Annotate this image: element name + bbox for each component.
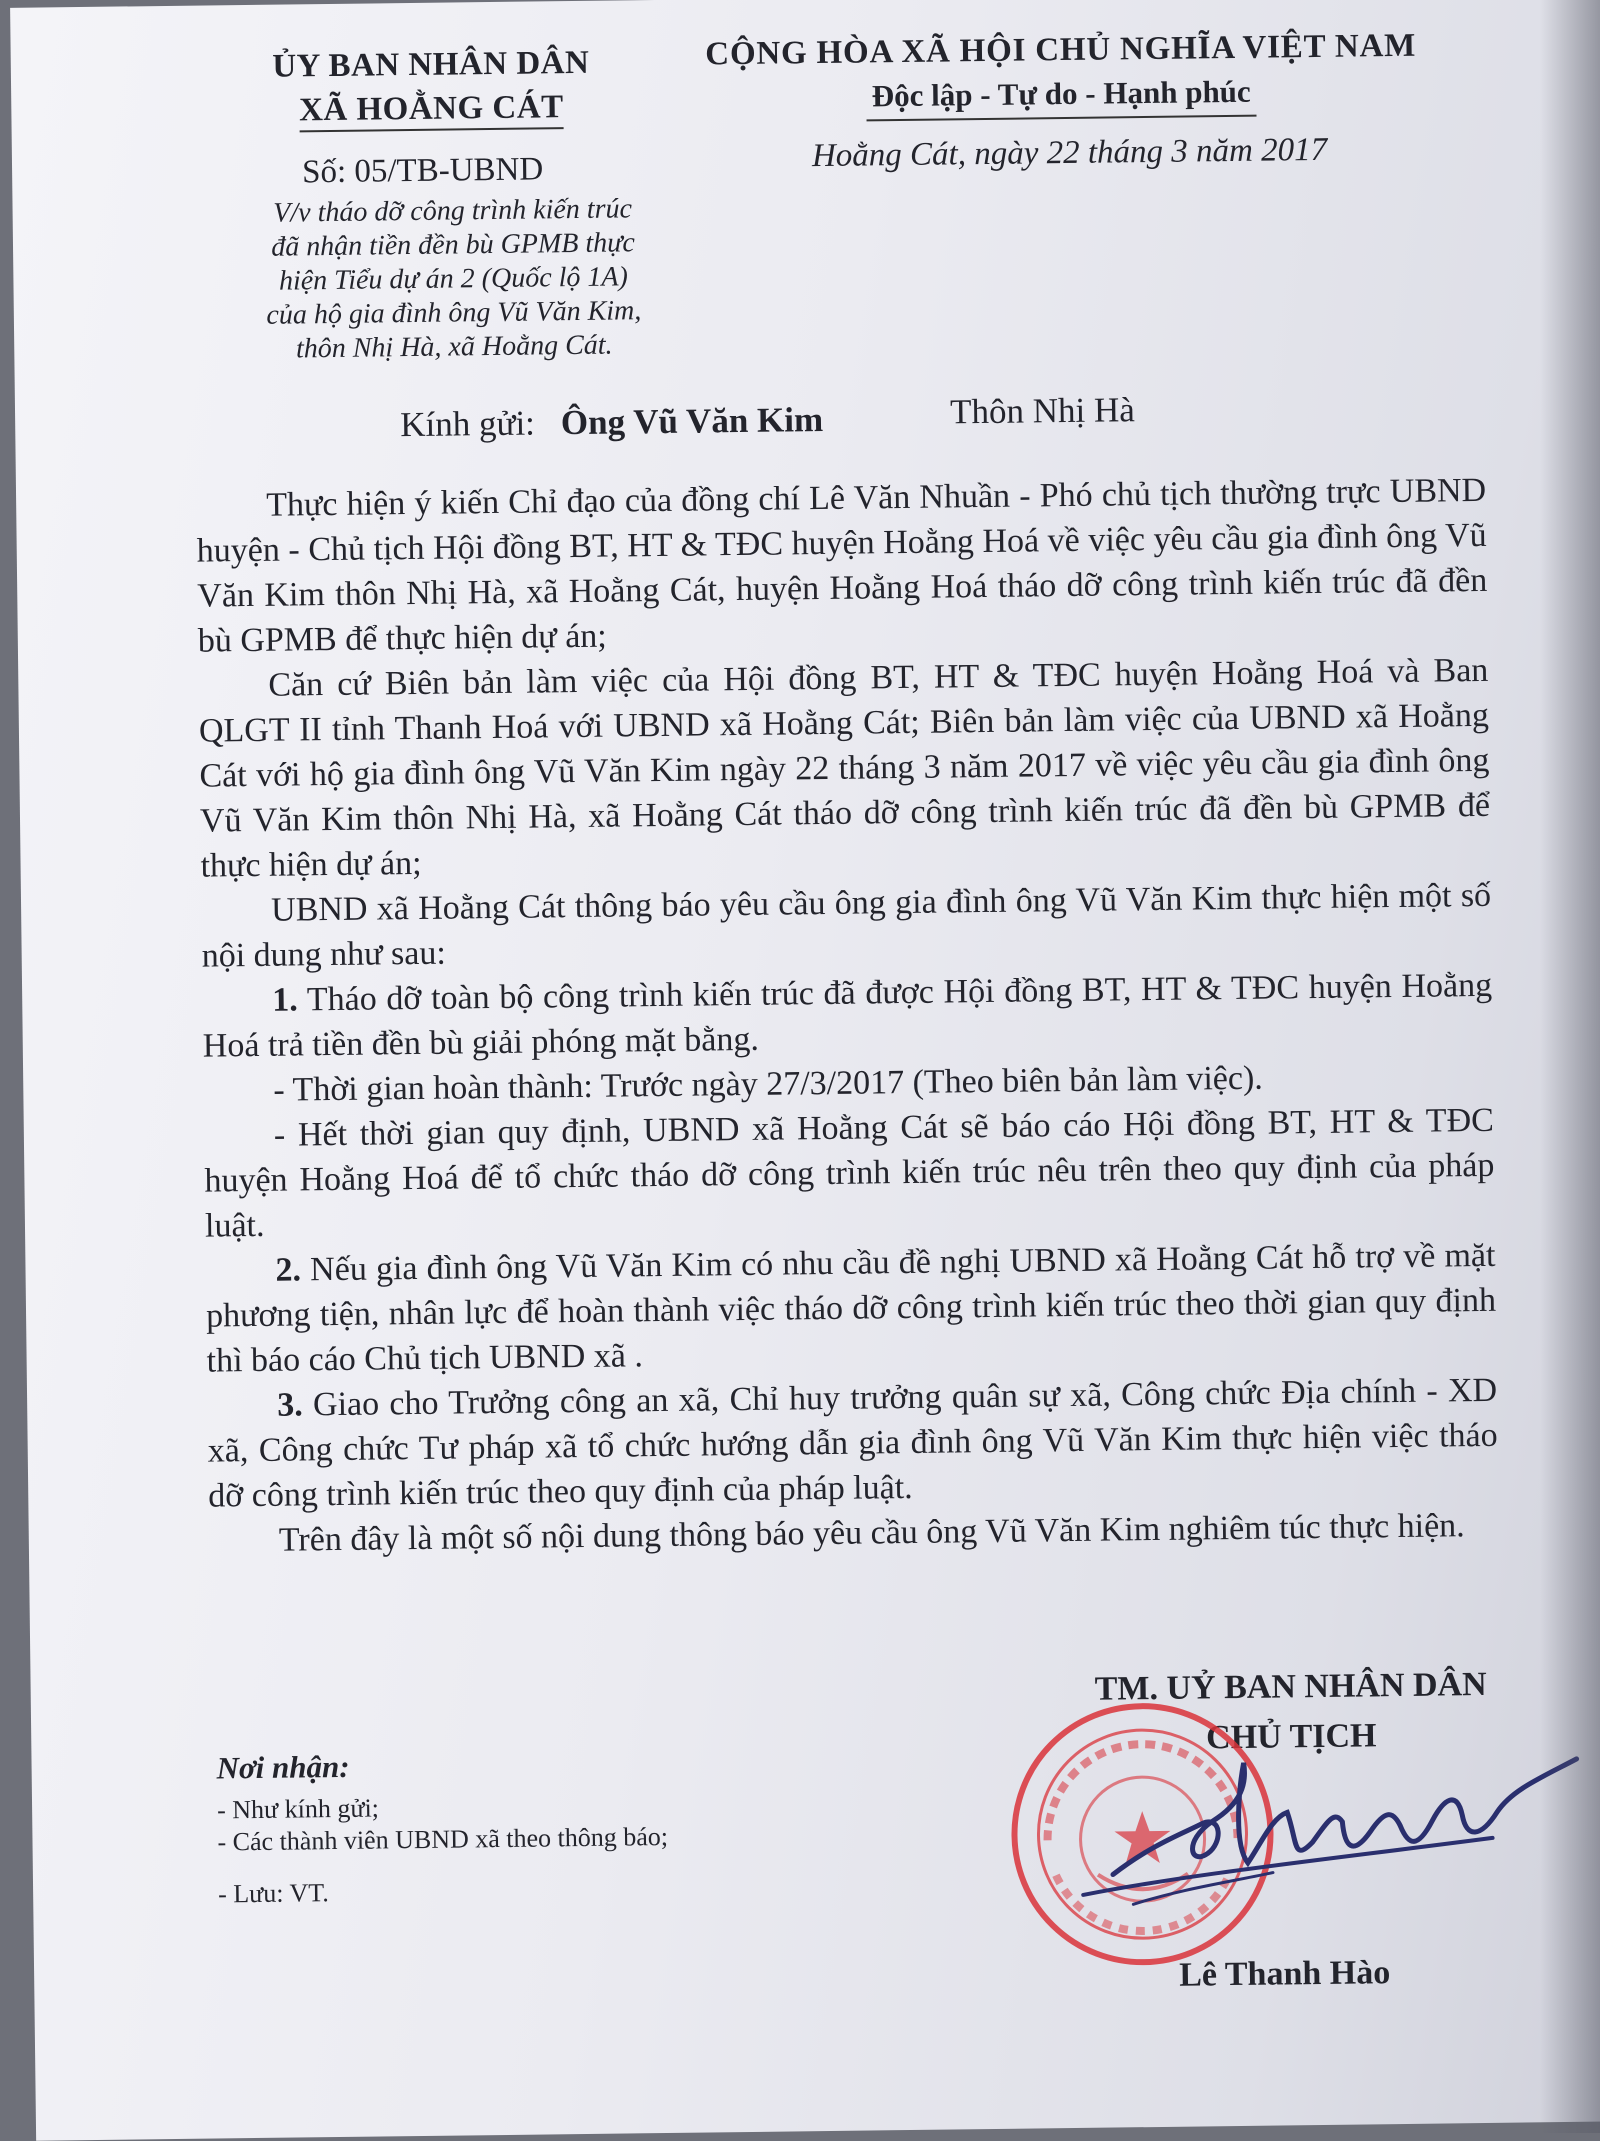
item-text: Nếu gia đình ông Vũ Văn Kim có nhu cầu đề nghị UBND xã Hoằng Cát hỗ trợ về mặt phương tiện, nhân lực để hoàn thành việc tháo dỡ công trình kiến trúc theo thời gian quy định thì báo cáo Chủ tịch UBND xã .	[205, 1236, 1497, 1380]
item-text: Tháo dỡ toàn bộ công trình kiến trúc đã được Hội đồng BT, HT & TĐC huyện Hoằng Hoá trả tiền đền bù giải phóng mặt bằng.	[202, 966, 1493, 1065]
item-1	[202, 963, 1493, 1069]
national-header	[690, 23, 1431, 124]
recipient-address: Thôn Nhị Hà	[949, 390, 1136, 432]
recipient-label: Kính gửi:	[399, 403, 536, 445]
recipients-label: Nơi nhận:	[216, 1748, 350, 1786]
item-number: 3.	[276, 1386, 303, 1424]
document-body	[196, 468, 1499, 1564]
motto: Độc lập - Tự do - Hạnh phúc	[866, 71, 1257, 122]
paragraph-notice: UBND xã Hoằng Cát thông báo yêu cầu ông gia đình ông Vũ Văn Kim thực hiện một số nội dung như sau:	[201, 876, 1492, 975]
signature-line-1: TM. UỶ BAN NHÂN DÂN	[1094, 1665, 1487, 1708]
paragraph-directive: Thực hiện ý kiến Chỉ đạo của đồng chí Lê Văn Nhuần - Phó chủ tịch thường trực UBND huyện - Chủ tịch Hội đồng BT, HT & TĐC huyện Hoằng Hoá về việc yêu cầu gia đình ông Vũ Văn Kim thôn Nhị Hà, xã Hoằng Cát, huyện Hoằng Hoá tháo dỡ công trình kiến trúc đã đền bù GPMB để thực hiện dự án;	[196, 471, 1488, 660]
signer-name: Lê Thanh Hào	[1178, 1954, 1391, 1994]
recipient-line	[400, 400, 823, 445]
item-text: Giao cho Trưởng công an xã, Chỉ huy trưởng quân sự xã, Công chức Địa chính - XD xã, Công chức Tư pháp xã tổ chức hướng dẫn gia đình ông Vũ Văn Kim thực hiện việc tháo dỡ công trình kiến trúc theo quy định của pháp luật.	[207, 1371, 1498, 1515]
item-1-deadline: - Thời gian hoàn thành: Trước ngày 27/3/2017 (Theo biên bản làm việc).	[273, 1059, 1264, 1109]
subject-line: hiện Tiểu dự án 2 (Quốc lộ 1A)	[278, 261, 629, 297]
agency-line-1: ỦY BAN NHÂN DÂN	[272, 44, 590, 85]
country-name: CỘNG HÒA XÃ HỘI CHỦ NGHĨA VIỆT NAM	[705, 27, 1417, 73]
document-number: Số: 05/TB-UBND	[301, 151, 544, 191]
subject-line: V/v tháo dỡ công trình kiến trúc	[273, 193, 633, 229]
signature-line-2: CHỦ TỊCH	[1205, 1717, 1377, 1757]
item-1-enforcement: - Hết thời gian quy định, UBND xã Hoằng Cát sẽ báo cáo Hội đồng BT, HT & TĐC huyện Hoằng Hoá để tổ chức tháo dỡ công trình kiến trúc nêu trên theo quy định của pháp luật.	[204, 1101, 1495, 1245]
item-3	[207, 1368, 1499, 1519]
paragraph-closing: Trên đây là một số nội dung thông báo yêu cầu ông Vũ Văn Kim nghiêm túc thực hiện.	[278, 1507, 1465, 1559]
document-subject	[192, 191, 714, 367]
recipients-item: - Các thành viên UBND xã theo thông báo;	[217, 1821, 669, 1857]
paragraph-basis: Căn cứ Biên bản làm việc của Hội đồng BT, HT & TĐC huyện Hoằng Hoá và Ban QLGT II tỉnh Thanh Hoá với UBND xã Hoằng Cát; Biên bản làm việc của UBND xã Hoằng Cát với hộ gia đình ông Vũ Văn Kim ngày 22 tháng 3 năm 2017 về việc yêu cầu gia đình ông Vũ Văn Kim thôn Nhị Hà, xã Hoằng Cát tháo dỡ công trình kiến trúc đã đền bù GPMB để thực hiện dự án;	[198, 651, 1491, 885]
subject-line: đã nhận tiền đền bù GPMB thực	[271, 227, 636, 263]
issuing-agency	[261, 41, 602, 133]
recipients-item: - Lưu: VT.	[217, 1878, 329, 1909]
item-number: 1.	[272, 981, 298, 1019]
agency-line-2: XÃ HOẰNG CÁT	[299, 89, 564, 132]
item-number: 2.	[275, 1251, 302, 1289]
recipients-item: - Như kính gửi;	[216, 1793, 380, 1825]
handwritten-signature	[1071, 1719, 1594, 1935]
page-edge-shadow	[1540, 0, 1600, 2133]
place-and-date: Hoằng Cát, ngày 22 tháng 3 năm 2017	[811, 131, 1328, 175]
subject-line: thôn Nhị Hà, xã Hoằng Cát.	[295, 329, 613, 365]
recipient-name: Ông Vũ Văn Kim	[560, 399, 824, 443]
document-page	[10, 0, 1600, 2141]
subject-line: của hộ gia đình ông Vũ Văn Kim,	[266, 295, 642, 331]
item-2	[205, 1233, 1497, 1384]
